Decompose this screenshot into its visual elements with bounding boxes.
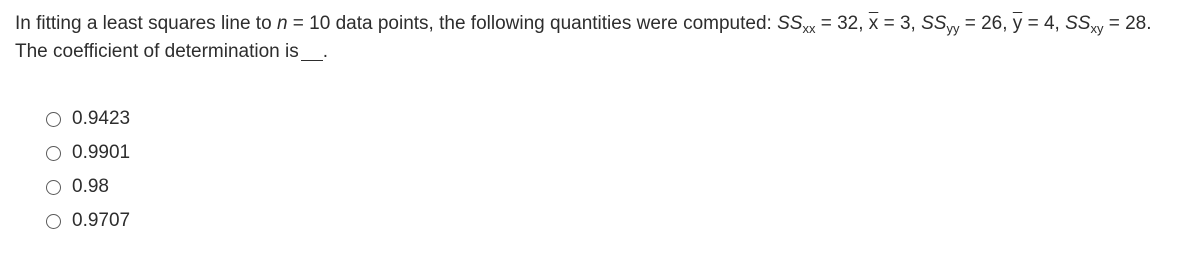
radio-button[interactable] [46, 146, 61, 161]
answer-options [46, 102, 130, 238]
ssxy-subscript: xy [1090, 21, 1104, 36]
radio-button[interactable] [46, 214, 61, 229]
question-text [15, 10, 1195, 66]
question-text-part: = 4, [1022, 13, 1066, 34]
option-3[interactable] [46, 170, 130, 204]
option-label: 0.9707 [72, 210, 131, 231]
ssyy-subscript: yy [946, 21, 960, 36]
option-label: 0.9901 [72, 142, 131, 163]
question-prompt: The coefficient of determination is [15, 41, 299, 62]
radio-button[interactable] [46, 180, 61, 195]
answer-blank [301, 42, 323, 61]
question-text-part: = 10 data points, the following quantities were computed: [287, 13, 778, 34]
option-label: 0.98 [72, 176, 109, 197]
question-text-part: = 26, [959, 13, 1013, 34]
ssyy-symbol: SS [921, 13, 947, 34]
question-text-part: In fitting a least squares line to [15, 13, 277, 34]
option-4[interactable] [46, 204, 130, 238]
x-bar-symbol: $\overline{x}$ [868, 13, 879, 34]
question-text-part: = 3, [878, 13, 922, 34]
variable-n: n [276, 13, 288, 34]
ssxx-symbol: SS [777, 13, 803, 34]
option-1[interactable] [46, 102, 130, 136]
question-text-part: = 32, [815, 13, 869, 34]
option-2[interactable] [46, 136, 130, 170]
option-label: 0.9423 [72, 108, 131, 129]
y-bar-symbol: $\overline{y}$ [1012, 13, 1023, 34]
radio-button[interactable] [46, 112, 61, 127]
end-mark: . [322, 41, 329, 62]
ssxy-symbol: SS [1065, 13, 1091, 34]
question-line-2 [15, 38, 1195, 66]
ssxx-subscript: xx [802, 21, 816, 36]
question-text-part: = 28. [1103, 13, 1152, 34]
